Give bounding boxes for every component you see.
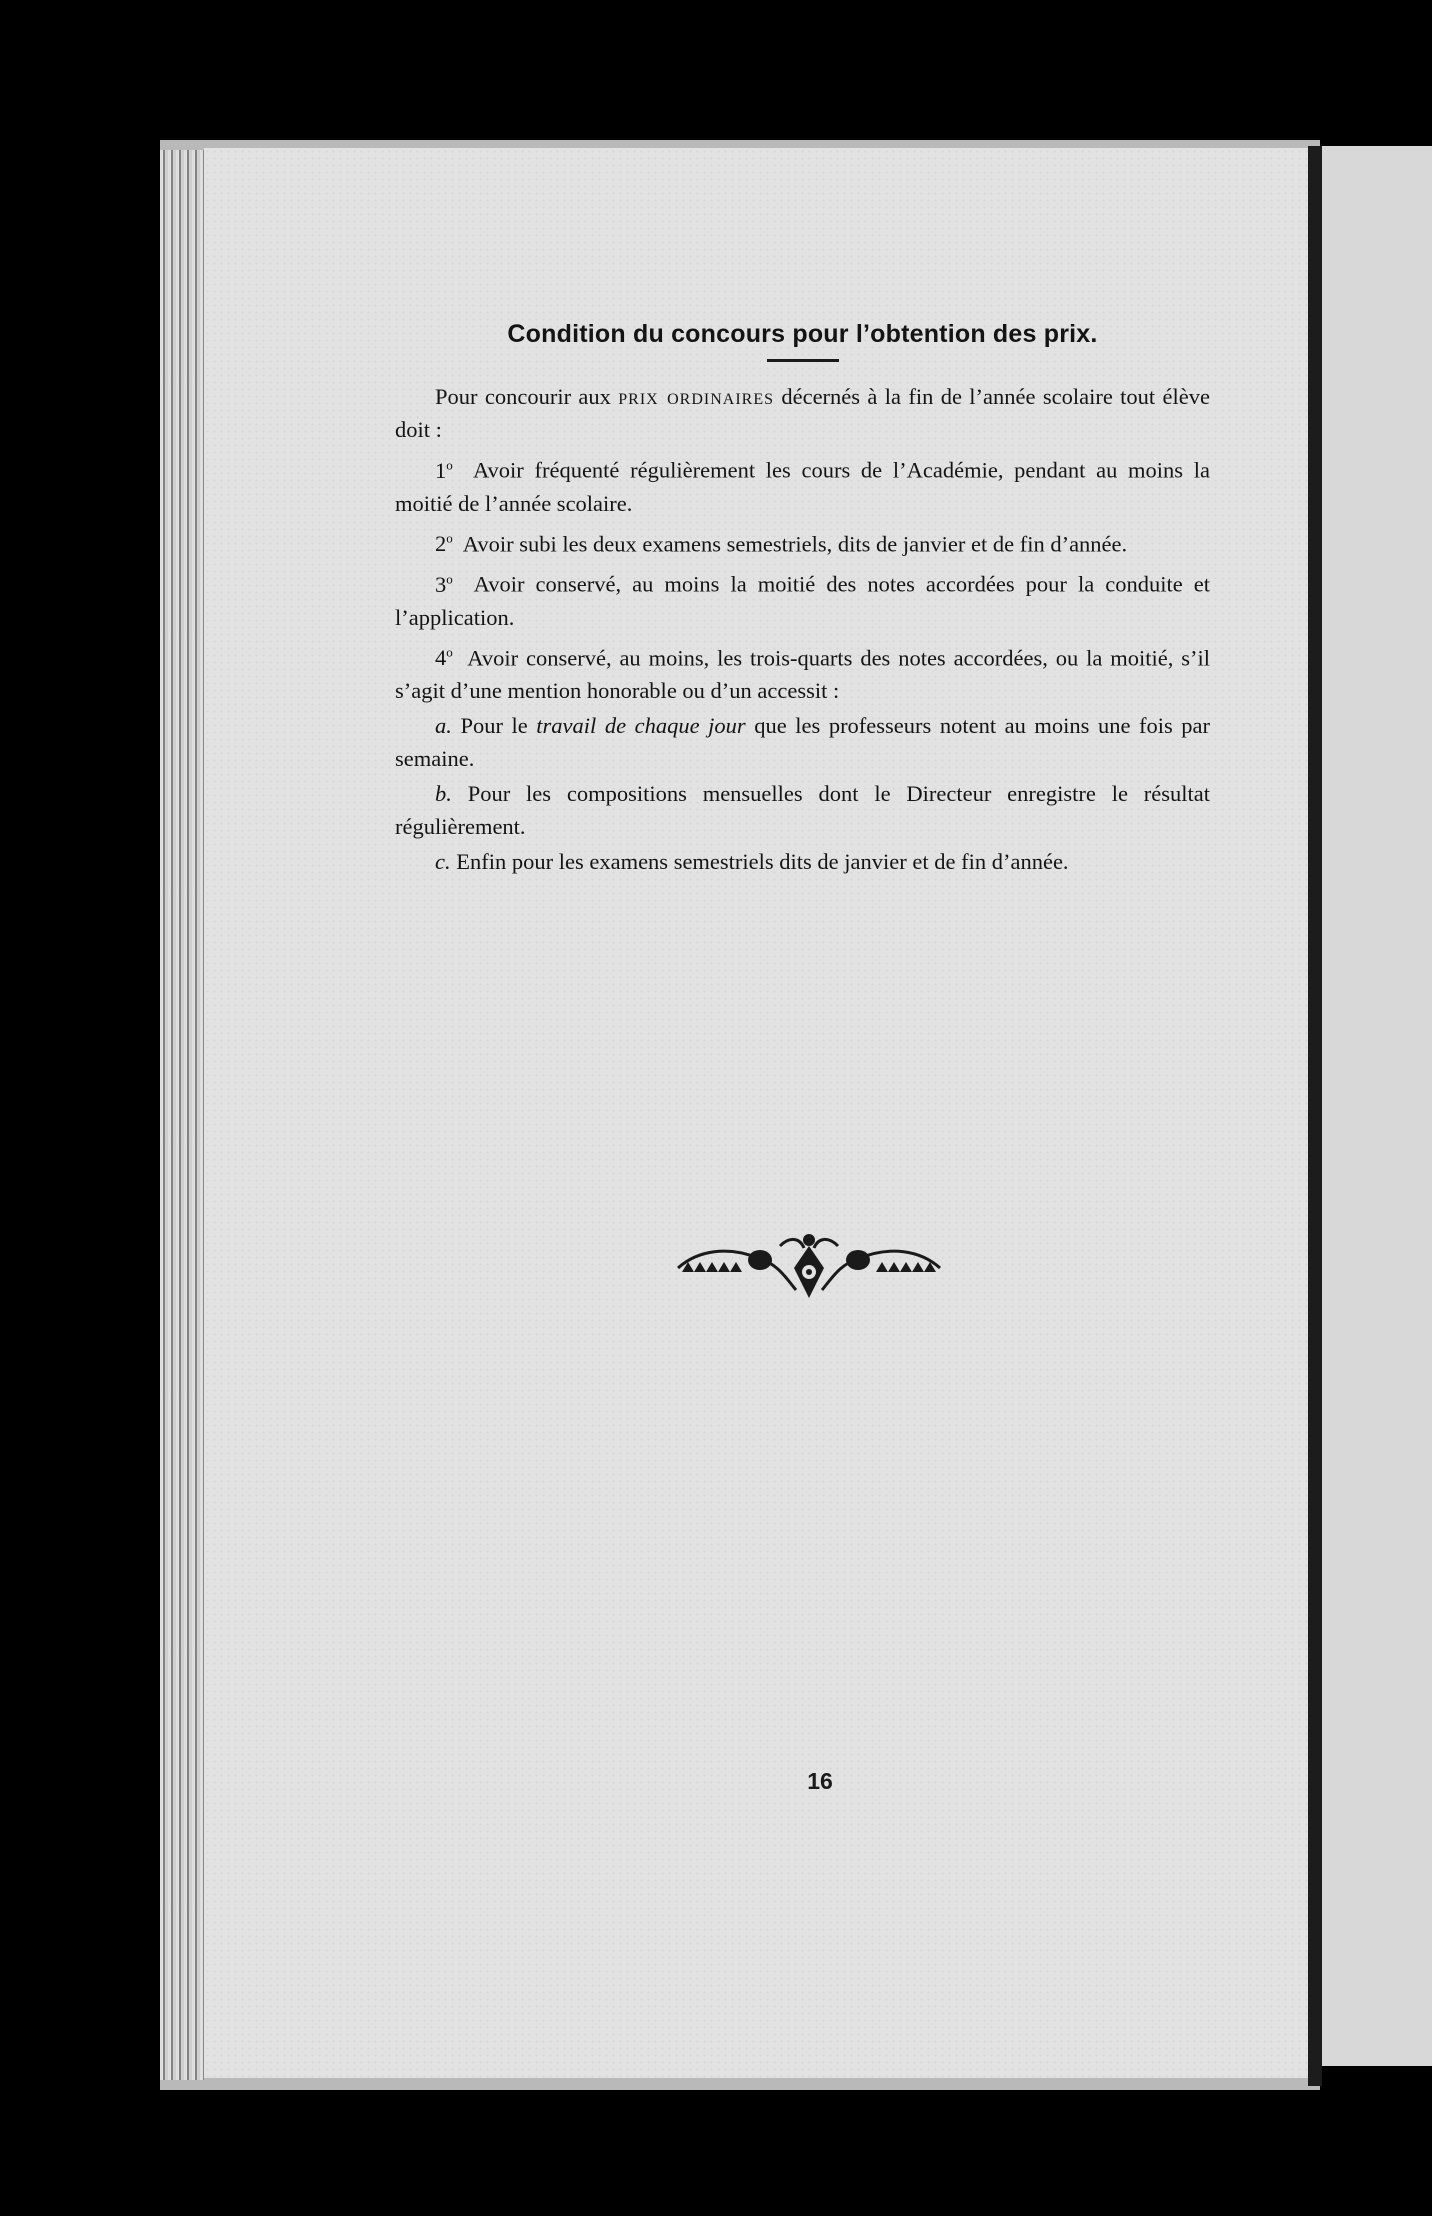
page-title: Condition du concours pour l’obtention des prix. (507, 320, 1098, 348)
condition-item (395, 522, 1210, 561)
subitem-pre: Pour le (460, 713, 528, 738)
condition-item (395, 562, 1210, 634)
adjacent-page (1322, 146, 1432, 2066)
subitem-text: Pour les compositions mensuelles dont le Directeur enregistre le résultat régulièrement. (395, 781, 1210, 839)
condition-number: 1$^o$ (435, 457, 453, 483)
book-gutter (1308, 146, 1322, 2086)
intro-paragraph (395, 380, 1210, 446)
subitem (395, 709, 1210, 775)
condition-number: 3$^o$ (435, 571, 453, 597)
title-rule (767, 359, 839, 362)
page-number: 16 (807, 1768, 833, 1794)
condition-item (395, 636, 1210, 708)
condition-text: Avoir fréquenté régulièrement les cours de l’Académie, pendant au moins la moitié de l’année scolaire. (395, 457, 1210, 516)
subitem-letter: b. (435, 781, 452, 806)
subitem-post: que les professeurs notent au moins une fois par semaine. (395, 713, 1211, 771)
subitem-text: Enfin pour les examens semestriels dits de janvier et de fin d’année. (456, 849, 1069, 874)
condition-number: 4$^o$ (435, 644, 453, 670)
intro-lead: Pour concourir aux (435, 384, 611, 409)
subitem-letter: a. (435, 713, 452, 738)
ornament-fleuron (668, 1228, 950, 1308)
intro-rest: décernés à la fin de l’année scolaire tout élève doit : (395, 384, 1210, 442)
intro-term: prix ordinaires (618, 384, 774, 409)
subitem-letter: c. (435, 849, 451, 874)
condition-text: Avoir subi les deux examens semestriels, dits de janvier et de fin d’année. (462, 531, 1128, 556)
condition-text: Avoir conservé, au moins la moitié des notes accordées pour la conduite et l’application. (395, 571, 1210, 630)
condition-text: Avoir conservé, au moins, les trois-quarts des notes accordées, ou la moitié, s’il s’agit d’une mention honorable ou d’un accessit : (395, 645, 1210, 703)
page-content (395, 318, 1210, 880)
condition-item (395, 448, 1210, 520)
page-edge-stack (160, 150, 204, 2080)
subitem (395, 777, 1210, 843)
subitem-emphasis: travail de chaque jour (536, 713, 746, 738)
subitem (395, 845, 1210, 878)
condition-number: 2$^o$ (435, 530, 453, 556)
